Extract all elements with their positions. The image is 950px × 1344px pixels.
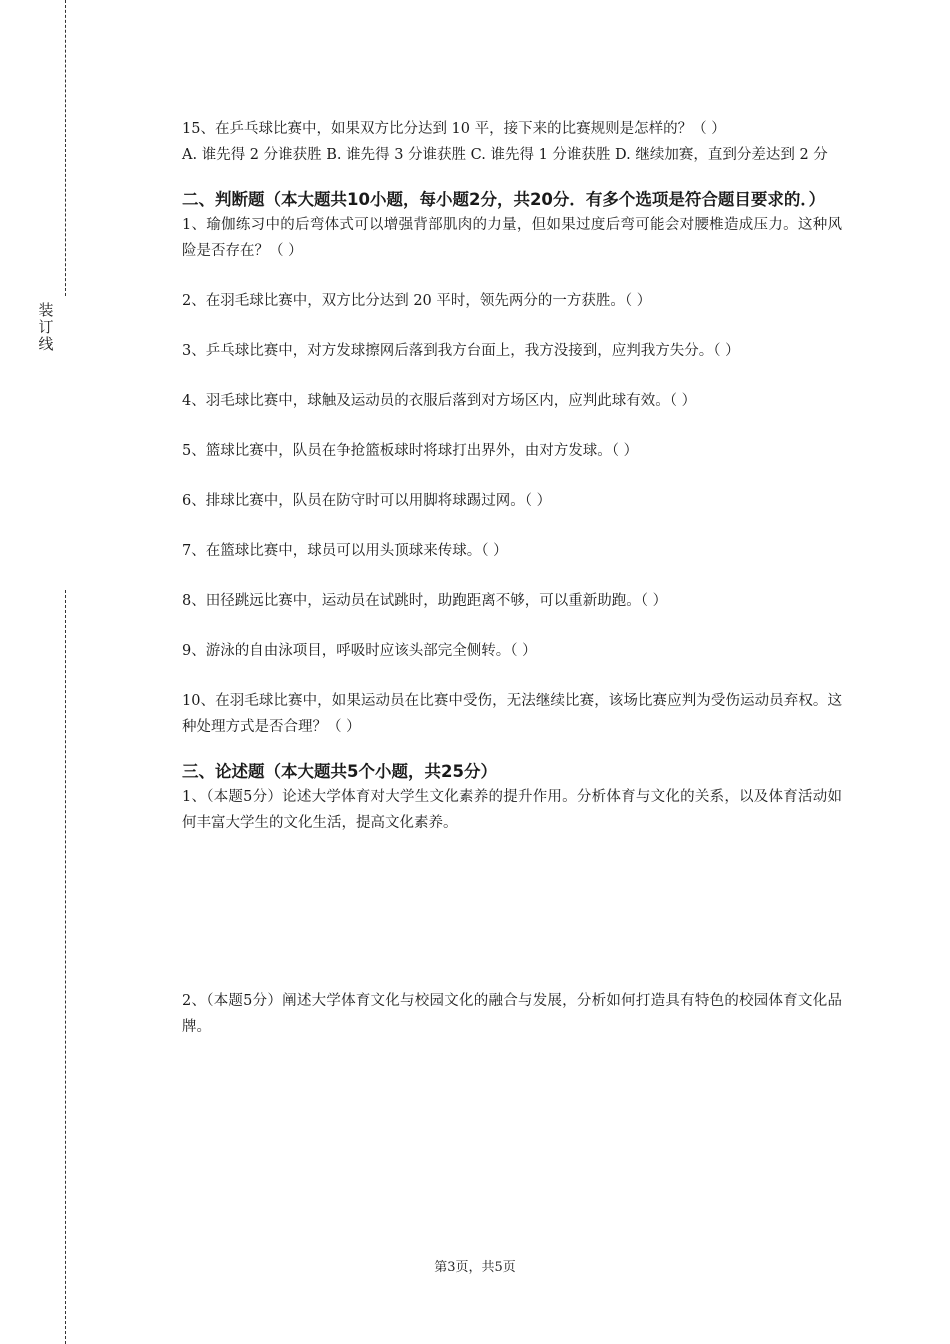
judgment-question: 1、瑜伽练习中的后弯体式可以增强背部肌肉的力量，但如果过度后弯可能会对腰椎造成压力。这种风险是否存在？（ ） bbox=[182, 217, 842, 259]
exam-content bbox=[182, 116, 842, 1040]
binding-dashed-line-top bbox=[65, 0, 66, 296]
section-2-title: 二、判断题（本大题共10小题，每小题2分，共20分．有多个选项是符合题目要求的．） bbox=[182, 190, 826, 209]
judgment-question: 8、田径跳远比赛中，运动员在试跳时，助跑距离不够，可以重新助跑。（ ） bbox=[182, 593, 668, 609]
judgment-question: 9、游泳的自由泳项目，呼吸时应该头部完全侧转。（ ） bbox=[182, 643, 537, 659]
essay-question: 2、（本题5分）阐述大学体育文化与校园文化的融合与发展，分析如何打造具有特色的校园体育文化品牌。 bbox=[182, 993, 842, 1035]
judgment-question: 2、在羽毛球比赛中，双方比分达到 20 平时，领先两分的一方获胜。（ ） bbox=[182, 293, 652, 309]
judgment-question: 6、排球比赛中，队员在防守时可以用脚将球踢过网。（ ） bbox=[182, 493, 552, 509]
judgment-question: 3、乒乓球比赛中，对方发球擦网后落到我方台面上，我方没接到，应判我方失分。（ ） bbox=[182, 343, 740, 359]
binding-dashed-line-bottom bbox=[65, 590, 66, 1344]
binding-char: 装 bbox=[38, 301, 54, 319]
question-15-options: A. 谁先得 2 分谁获胜 B. 谁先得 3 分谁获胜 C. 谁先得 1 分谁获胜 D. 继续加赛，直到分差达到 2 分 bbox=[182, 147, 828, 163]
judgment-question: 4、羽毛球比赛中，球触及运动员的衣服后落到对方场区内，应判此球有效。（ ） bbox=[182, 393, 697, 409]
essay-question: 1、（本题5分）论述大学体育对大学生文化素养的提升作用。分析体育与文化的关系，以及体育活动如何丰富大学生的文化生活，提高文化素养。 bbox=[182, 789, 842, 831]
section-3-title: 三、论述题（本大题共5个小题，共25分） bbox=[182, 762, 497, 781]
question-15 bbox=[182, 116, 842, 168]
binding-char: 线 bbox=[38, 335, 54, 353]
judgment-question: 5、篮球比赛中，队员在争抢篮板球时将球打出界外，由对方发球。（ ） bbox=[182, 443, 639, 459]
binding-char: 订 bbox=[38, 318, 54, 336]
binding-label bbox=[36, 302, 56, 353]
question-15-stem: 15、在乒乓球比赛中，如果双方比分达到 10 平，接下来的比赛规则是怎样的？（ ） bbox=[182, 121, 726, 137]
judgment-question: 10、在羽毛球比赛中，如果运动员在比赛中受伤，无法继续比赛，该场比赛应判为受伤运动员弃权。这种处理方式是否合理？（ ） bbox=[182, 693, 842, 735]
page-footer: 第3页，共5页 bbox=[434, 1260, 516, 1275]
judgment-question: 7、在篮球比赛中，球员可以用头顶球来传球。（ ） bbox=[182, 543, 508, 559]
